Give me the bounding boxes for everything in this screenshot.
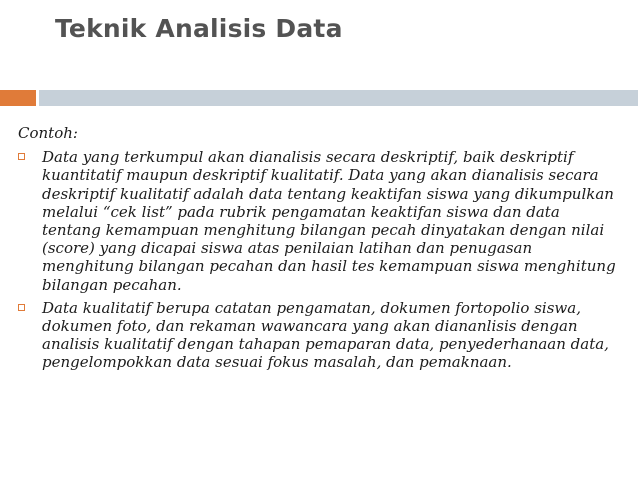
accent-bar [0,90,36,106]
bullet-list [18,148,618,371]
slide-body [18,124,618,377]
divider-bar [39,90,638,106]
bullet-text: Data yang terkumpul akan dianalisis secara deskriptif, baik deskriptif kuantitatif maupun deskriptif kualitatif. Data yang akan dianalisis secara deskriptif kualitatif adalah data tentang keaktifan siswa yang dikumpulkan melalui “cek list” pada rubrik pengamatan keaktifan siswa dan data tentang kemampuan menghitung bilangan pecah dinyatakan dengan nilai (score) yang dicapai siswa atas penilaian latihan dan penugasan menghitung bilangan pecahan dan hasil tes kemampuan siswa menghitung bilangan pecahan. [42,148,616,294]
bullet-text: Data kualitatif berupa catatan pengamatan, dokumen fortopolio siswa, dokumen foto, dan rekaman wawancara yang akan diananlisis dengan analisis kualitatif dengan tahapan pemaparan data, penyederhanaan data, pengelompokkan data sesuai fokus masalah, dan pemaknaan. [42,298,609,372]
square-bullet-icon [18,153,25,160]
slide-title: Teknik Analisis Data [55,14,343,43]
bullet-item [18,148,618,294]
bullet-item [18,299,618,372]
square-bullet-icon [18,304,25,311]
intro-text: Contoh: [18,124,78,142]
